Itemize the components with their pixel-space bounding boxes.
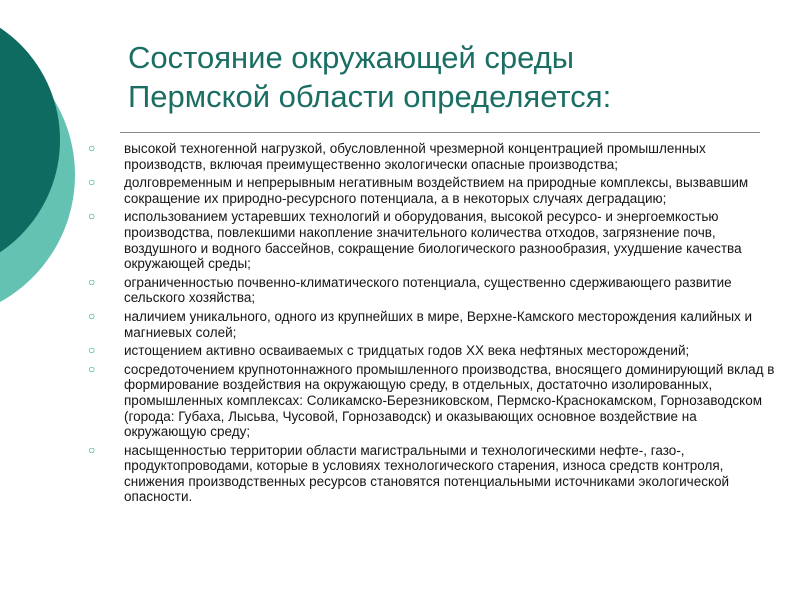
bullet-text: долговременным и непрерывным негативным воздействием на природные комплексы, вызвавшим сокращение их природно-ресурсного потенциала, а в некоторых случаях деградацию; [124,175,749,206]
bullet-item [88,362,778,440]
bullet-marker-icon: ○ [88,361,96,376]
title-line-2: Пермской области определяется: [128,79,612,114]
bullet-item [88,209,778,271]
bullet-marker-icon: ○ [88,141,96,155]
bullet-marker-icon: ○ [88,343,96,358]
bullet-item [88,343,778,359]
bullet-item [88,141,778,172]
bullet-text: ограниченностью почвенно-климатического потенциала, существенно сдерживающего развитие сельского хозяйства; [124,274,732,306]
bullet-text: насыщенностью территории области магистральными и технологическими нефте-, газо-, продуктопроводами, которые в условиях технологического старения, износа средств контроля, снижения производственных ресурсов становятся потенциальными источниками экологической опасности. [124,442,730,505]
bullet-text: использованием устаревших технологий и оборудования, высокой ресурсо- и энергоемкостью производства, повлекшими накопление значительного количества отходов, загрязнение почв, воздушного и водного бассейнов, сокращение биологического разнообразия, ухудшение качества окружающей среды; [124,209,742,272]
title-line-1: Состояние окружающей среды [128,40,575,75]
bullet-marker-icon: ○ [88,308,96,323]
bullet-marker-icon: ○ [88,442,96,457]
bullet-text: высокой техногенной нагрузкой, обусловленной чрезмерной концентрацией промышленных производств, включая преимущественно экологически опасные производства; [124,141,706,172]
slide-title [128,38,768,116]
bullet-item [88,175,778,206]
bullet-list [88,141,778,508]
bullet-text: сосредоточением крупнотоннажного промышленного производства, вносящего доминирующий вклад в формирование воздействия на окружающую среду, в отдельных, достаточно изолированных, промышленных комплексах: Соликамско-Березниковском, Пермско-Краснокамском, Горнозаводском (города: Губаха, Лысьва, Чусовой, Горнозаводск) и оказывающих основное воздействие на окружающую среду; [124,361,775,440]
bullet-text: истощением активно осваиваемых с тридцатых годов XX века нефтяных месторождений; [124,343,690,359]
bullet-text: наличием уникального, одного из крупнейших в мире, Верхне-Камского месторождения калийных и магниевых солей; [124,308,753,340]
bullet-item [88,275,778,306]
bullet-item [88,443,778,505]
title-divider [120,132,760,133]
bullet-marker-icon: ○ [88,274,96,289]
bullet-marker-icon: ○ [88,175,96,190]
bullet-marker-icon: ○ [88,209,96,224]
bullet-item [88,309,778,340]
